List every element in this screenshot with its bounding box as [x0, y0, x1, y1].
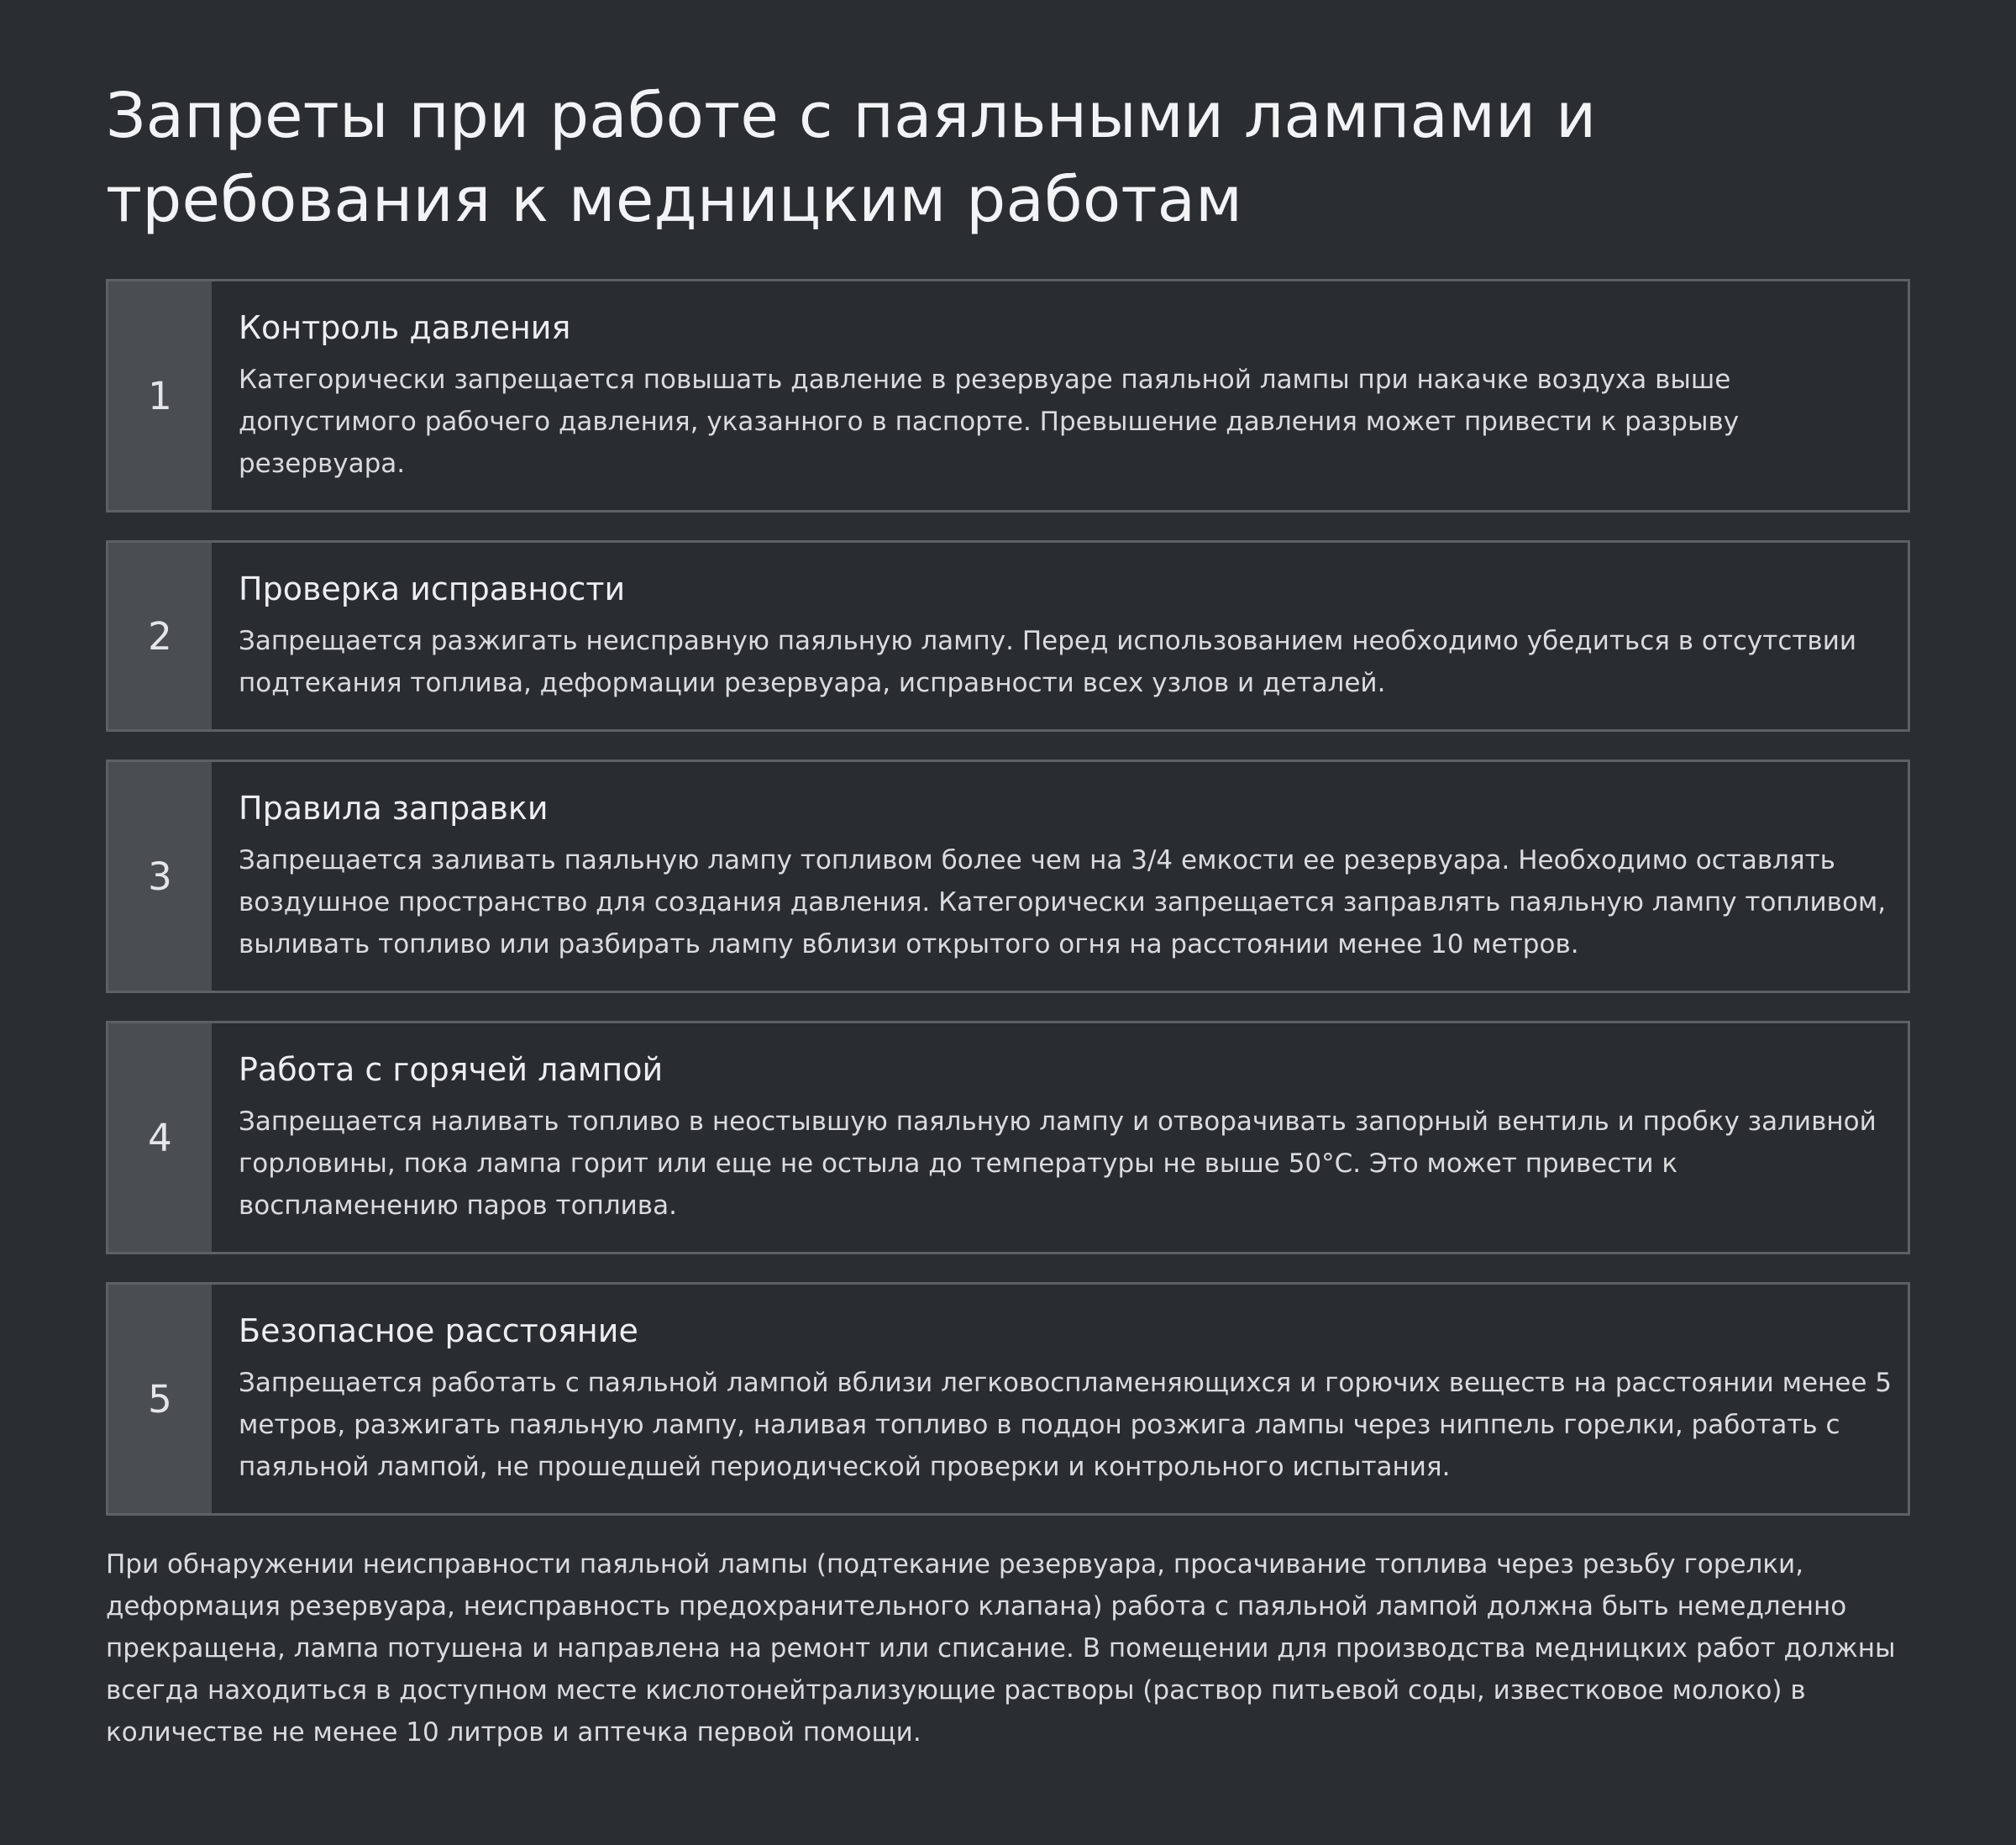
rule-text: Запрещается работать с паяльной лампой вблизи легковоспламеняющихся и горючих веществ на расстоянии менее 5 метров, разжигать паяльную лампу, наливая топливо в поддон розжига лампы через ниппель горелки, работать с паяльной лампой, не прошедшей периодической проверки и контрольного испытания.: [239, 1368, 1893, 1482]
rule-title: Правила заправки: [239, 790, 549, 827]
rule-number: 4: [108, 1023, 212, 1252]
rule-number: 2: [108, 543, 212, 729]
rule-card-2: [106, 540, 1910, 732]
rule-card-1: [106, 279, 1910, 512]
rule-body: [212, 1023, 1908, 1252]
rule-text: Запрещается заливать паяльную лампу топливом более чем на 3/4 емкости ее резервуара. Необходимо оставлять воздушное пространство для создания давления. Категорически запрещается заправлять паяльную лампу топливом, выливать топливо или разбирать лампу вблизи открытого огня на расстоянии менее 10 метров.: [239, 845, 1887, 959]
rule-title: Безопасное расстояние: [239, 1312, 638, 1349]
rule-title: Проверка исправности: [239, 570, 626, 607]
rule-title: Работа с горячей лампой: [239, 1051, 664, 1088]
rules-list: [106, 279, 1910, 1516]
rule-number: 3: [108, 762, 212, 991]
page-title: Запреты при работе с паяльными лампами и требования к медницким работам: [106, 80, 1597, 236]
rule-card-3: [106, 760, 1910, 993]
rule-title: Контроль давления: [239, 309, 571, 346]
rule-body: [212, 281, 1908, 510]
rule-number: 1: [108, 281, 212, 510]
rule-body: [212, 543, 1908, 729]
rule-card-5: [106, 1282, 1910, 1516]
rule-body: [212, 1285, 1908, 1513]
footer-note: При обнаружении неисправности паяльной лампы (подтекание резервуара, просачивание топлива через резьбу горелки, деформация резервуара, неисправность предохранительного клапана) работа с паяльной лампой должна быть немедленно прекращена, лампа потушена и направлена на ремонт или списание. В помещении для производства медницких работ должны всегда находиться в доступном месте кислотонейтрализующие растворы (раствор питьевой соды, известковое молоко) в количестве не менее 10 литров и аптечка первой помощи.: [106, 1549, 1896, 1748]
rule-number: 5: [108, 1285, 212, 1513]
rule-body: [212, 762, 1908, 991]
rule-text: Категорически запрещается повышать давление в резервуаре паяльной лампы при накачке воздуха выше допустимого рабочего давления, указанного в паспорте. Превышение давления может привести к разрыву резервуара.: [239, 365, 1740, 479]
rule-text: Запрещается наливать топливо в неостывшую паяльную лампу и отворачивать запорный вентиль и пробку заливной горловины, пока лампа горит или еще не остыла до температуры не выше 50°C. Это может привести к воспламенению паров топлива.: [239, 1106, 1877, 1221]
rule-text: Запрещается разжигать неисправную паяльную лампу. Перед использованием необходимо убедиться в отсутствии подтекания топлива, деформации резервуара, исправности всех узлов и деталей.: [239, 626, 1856, 698]
rule-card-4: [106, 1021, 1910, 1254]
